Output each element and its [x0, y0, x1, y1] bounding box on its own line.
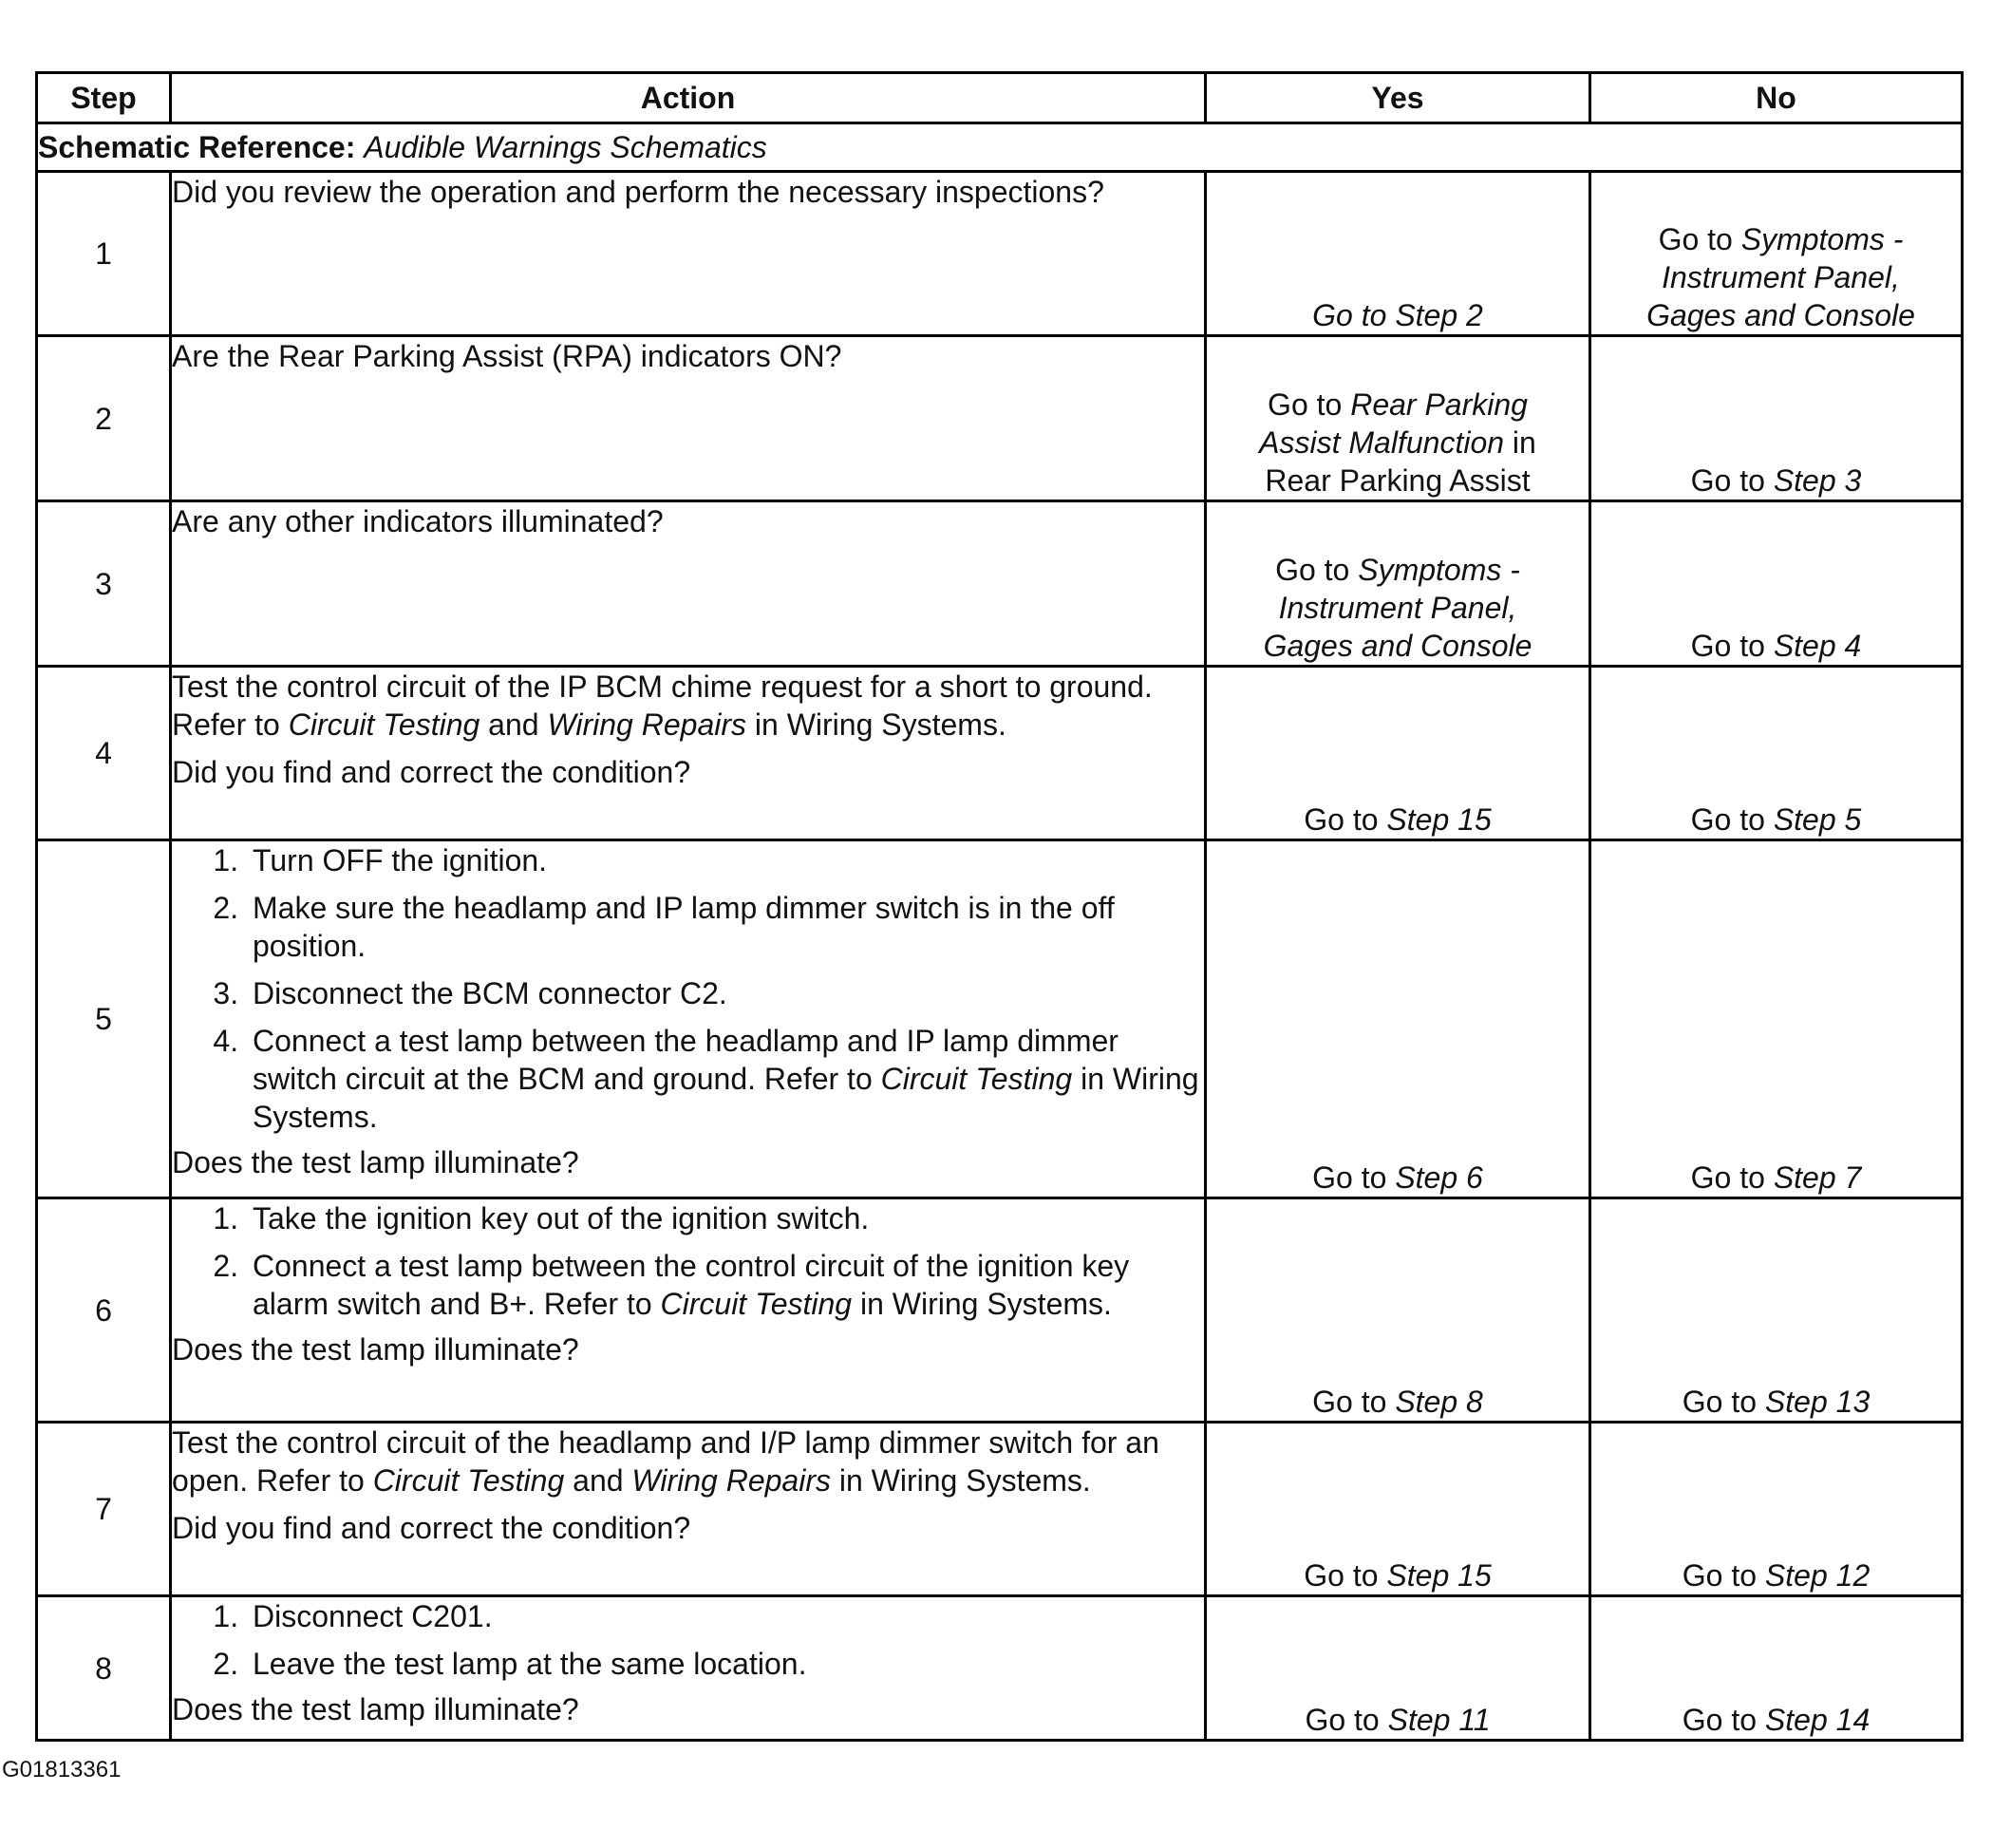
list-item: 2. Make sure the headlamp and IP lamp dimmer switch is in the off position.	[247, 889, 1204, 965]
action-cell	[171, 172, 1206, 336]
yes-cell: Go to Step 11	[1206, 1596, 1590, 1741]
question-text: Are the Rear Parking Assist (RPA) indicators ON?	[172, 339, 842, 373]
table-row	[37, 1596, 1963, 1741]
yes-link[interactable]: Rear Parking Assist Malfunction	[1259, 387, 1528, 460]
question-text: Does the test lamp illuminate?	[172, 1145, 579, 1179]
schematic-reference	[37, 123, 1963, 172]
header-yes: Yes	[1206, 73, 1590, 123]
yes-link[interactable]: Step 15	[1386, 802, 1492, 837]
action-description: Test the control circuit of the IP BCM chime request for a short to ground. Refer to Circuit Testing and Wiring Repairs in Wiring Systems.	[172, 669, 1153, 742]
no-link[interactable]: Step 14	[1764, 1703, 1871, 1737]
question-text: Does the test lamp illuminate?	[172, 1332, 579, 1367]
action-cell	[171, 336, 1206, 501]
no-link[interactable]: Step 7	[1773, 1160, 1862, 1195]
step-number: 5	[37, 840, 171, 1198]
yes-cell: Go to Step 15	[1206, 1423, 1590, 1596]
no-cell: Go to Symptoms - Instrument Panel, Gages and Console	[1590, 172, 1963, 336]
step-number: 2	[37, 336, 171, 501]
table-row	[37, 1198, 1963, 1423]
step-list	[172, 841, 1204, 1136]
no-link[interactable]: Step 13	[1764, 1385, 1871, 1419]
diagnostic-table	[35, 71, 1964, 1742]
step-number: 8	[37, 1596, 171, 1741]
yes-link[interactable]: Step 6	[1395, 1160, 1483, 1195]
step-number: 3	[37, 501, 171, 667]
step-list	[172, 1199, 1204, 1323]
no-link[interactable]: Symptoms - Instrument Panel, Gages and Console	[1646, 222, 1915, 332]
circuit-testing-link[interactable]: Circuit Testing	[288, 707, 480, 742]
yes-cell: Go to Step 15	[1206, 667, 1590, 840]
header-step: Step	[37, 73, 171, 123]
yes-link[interactable]: Go to Step 2	[1312, 298, 1483, 332]
step-number: 1	[37, 172, 171, 336]
list-item: 1. Disconnect C201.	[247, 1597, 1204, 1635]
table-row	[37, 1423, 1963, 1596]
action-cell	[171, 667, 1206, 840]
wiring-repairs-link[interactable]: Wiring Repairs	[547, 707, 746, 742]
table-row	[37, 667, 1963, 840]
step-number: 7	[37, 1423, 171, 1596]
yes-cell: Go to Step 6	[1206, 840, 1590, 1198]
table-row	[37, 172, 1963, 336]
question-text: Does the test lamp illuminate?	[172, 1692, 579, 1726]
no-cell: Go to Step 7	[1590, 840, 1963, 1198]
action-cell	[171, 840, 1206, 1198]
action-cell	[171, 1423, 1206, 1596]
action-cell	[171, 501, 1206, 667]
table-row	[37, 336, 1963, 501]
list-item: 4. Connect a test lamp between the headlamp and IP lamp dimmer switch circuit at the BCM and ground. Refer to Circuit Testing in Wiring Systems.	[247, 1022, 1204, 1136]
no-cell: Go to Step 3	[1590, 336, 1963, 501]
yes-cell	[1206, 172, 1590, 336]
action-cell	[171, 1198, 1206, 1423]
yes-cell: Go to Step 8	[1206, 1198, 1590, 1423]
table-row	[37, 501, 1963, 667]
step-number: 4	[37, 667, 171, 840]
no-link[interactable]: Step 5	[1773, 802, 1862, 837]
no-cell: Go to Step 13	[1590, 1198, 1963, 1423]
no-link[interactable]: Step 3	[1773, 463, 1862, 498]
list-item: 1. Turn OFF the ignition.	[247, 841, 1204, 879]
list-item: 1. Take the ignition key out of the ignition switch.	[247, 1199, 1204, 1237]
yes-cell: Go to Rear Parking Assist Malfunction in Rear Parking Assist	[1206, 336, 1590, 501]
no-cell: Go to Step 14	[1590, 1596, 1963, 1741]
no-link[interactable]: Step 4	[1773, 629, 1862, 663]
question-text: Did you review the operation and perform the necessary inspections?	[172, 175, 1104, 209]
schematic-label: Schematic Reference:	[38, 130, 356, 164]
list-item: 2. Leave the test lamp at the same location.	[247, 1645, 1204, 1683]
question-text: Did you find and correct the condition?	[172, 755, 691, 789]
schematic-link[interactable]: Audible Warnings Schematics	[364, 130, 767, 164]
figure-id: G01813361	[2, 1757, 122, 1782]
yes-link[interactable]: Step 8	[1395, 1385, 1483, 1419]
no-cell: Go to Step 5	[1590, 667, 1963, 840]
yes-cell: Go to Symptoms - Instrument Panel, Gages and Console	[1206, 501, 1590, 667]
yes-link[interactable]: Step 15	[1386, 1558, 1492, 1593]
question-text: Are any other indicators illuminated?	[172, 504, 664, 538]
header-action: Action	[171, 73, 1206, 123]
question-text: Did you find and correct the condition?	[172, 1511, 691, 1545]
schematic-row	[37, 123, 1963, 172]
header-row	[37, 73, 1963, 123]
action-description: Test the control circuit of the headlamp and I/P lamp dimmer switch for an open. Refer to Circuit Testing and Wiring Repairs in Wiring Systems.	[172, 1425, 1159, 1498]
yes-link[interactable]: Symptoms - Instrument Panel, Gages and Console	[1263, 553, 1532, 663]
circuit-testing-link[interactable]: Circuit Testing	[880, 1062, 1073, 1096]
circuit-testing-link[interactable]: Circuit Testing	[372, 1463, 565, 1498]
no-link[interactable]: Step 12	[1764, 1558, 1871, 1593]
circuit-testing-link[interactable]: Circuit Testing	[660, 1287, 853, 1321]
header-no: No	[1590, 73, 1963, 123]
no-cell: Go to Step 12	[1590, 1423, 1963, 1596]
list-item: 2. Connect a test lamp between the control circuit of the ignition key alarm switch and B+. Refer to Circuit Testing in Wiring Systems.	[247, 1247, 1204, 1323]
table-row	[37, 840, 1963, 1198]
step-list	[172, 1597, 1204, 1683]
step-number: 6	[37, 1198, 171, 1423]
wiring-repairs-link[interactable]: Wiring Repairs	[631, 1463, 831, 1498]
no-cell: Go to Step 4	[1590, 501, 1963, 667]
action-cell	[171, 1596, 1206, 1741]
list-item: 3. Disconnect the BCM connector C2.	[247, 974, 1204, 1012]
yes-link[interactable]: Step 11	[1387, 1703, 1491, 1737]
